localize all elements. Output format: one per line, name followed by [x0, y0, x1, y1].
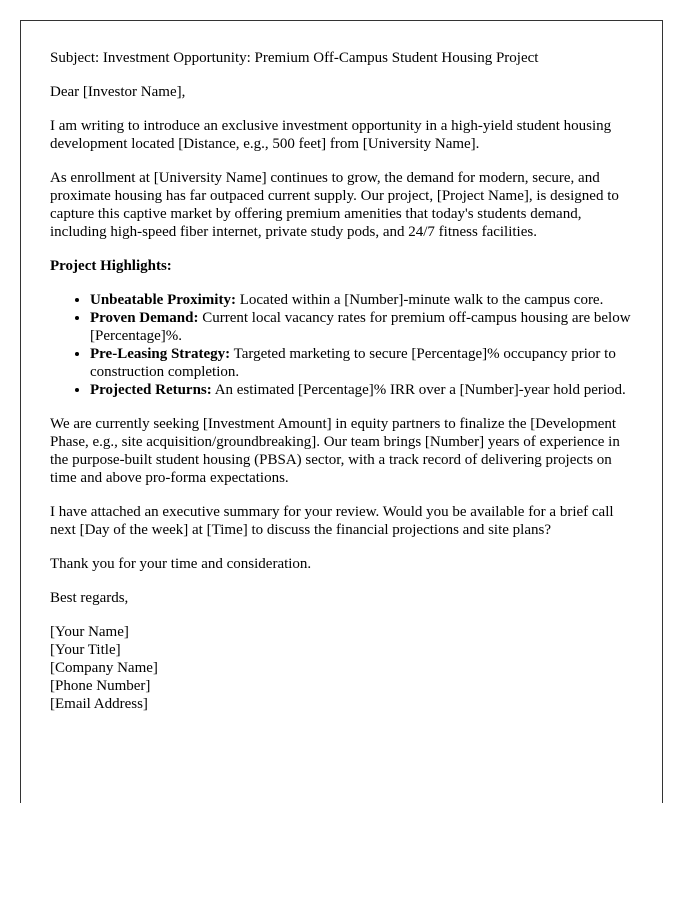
intro-paragraph: I am writing to introduce an exclusive investment opportunity in a high-yield student housing development located [Distance, e.g., 500 feet] from [University Name]. — [50, 118, 612, 152]
highlight-item — [90, 309, 633, 345]
highlight-label: Pre-Leasing Strategy: — [90, 346, 231, 362]
signature-phone: [Phone Number] — [50, 678, 151, 694]
signature-email: [Email Address] — [50, 696, 148, 712]
highlights-heading-text: Project Highlights: — [50, 258, 172, 274]
highlight-text: Targeted marketing to secure [Percentage]% occupancy prior to construction completion. — [90, 346, 616, 380]
letter-page — [20, 20, 663, 803]
seeking-paragraph: We are currently seeking [Investment Amount] in equity partners to finalize the [Development Phase, e.g., site acquisition/groundbreaking]. Our team brings [Number] years of experience in the purpose-built student housing (PBSA) sector, with a track record of delivering projects on time and above pro-forma expectations. — [50, 416, 620, 486]
signature-title: [Your Title] — [50, 642, 121, 658]
signature-company: [Company Name] — [50, 660, 158, 676]
thanks-line: Thank you for your time and consideration. — [50, 556, 312, 572]
highlight-label: Projected Returns: — [90, 382, 212, 398]
highlight-text: Current local vacancy rates for premium off-campus housing are below [Percentage]%. — [90, 310, 631, 344]
subject-line: Subject: Investment Opportunity: Premium Off-Campus Student Housing Project — [50, 50, 539, 66]
highlight-label: Unbeatable Proximity: — [90, 292, 236, 308]
highlight-item — [90, 345, 633, 381]
highlight-label: Proven Demand: — [90, 310, 199, 326]
highlights-list — [50, 291, 633, 399]
signature-name: [Your Name] — [50, 624, 129, 640]
market-paragraph: As enrollment at [University Name] continues to grow, the demand for modern, secure, and proximate housing has far outpaced current supply. Our project, [Project Name], is designed to capture this captive market by offering premium amenities that today's students demand, including high-speed fiber internet, private study pods, and 24/7 fitness facilities. — [50, 170, 619, 240]
signature-block — [50, 623, 633, 713]
attached-paragraph: I have attached an executive summary for your review. Would you be available for a brief call next [Day of the week] at [Time] to discuss the financial projections and site plans? — [50, 504, 614, 538]
salutation: Dear [Investor Name], — [50, 84, 186, 100]
highlight-item — [90, 381, 633, 399]
highlights-heading — [50, 257, 633, 275]
highlight-item — [90, 291, 633, 309]
closing-line: Best regards, — [50, 590, 129, 606]
highlight-text: An estimated [Percentage]% IRR over a [Number]-year hold period. — [211, 382, 626, 398]
highlight-text: Located within a [Number]-minute walk to the campus core. — [235, 292, 604, 308]
